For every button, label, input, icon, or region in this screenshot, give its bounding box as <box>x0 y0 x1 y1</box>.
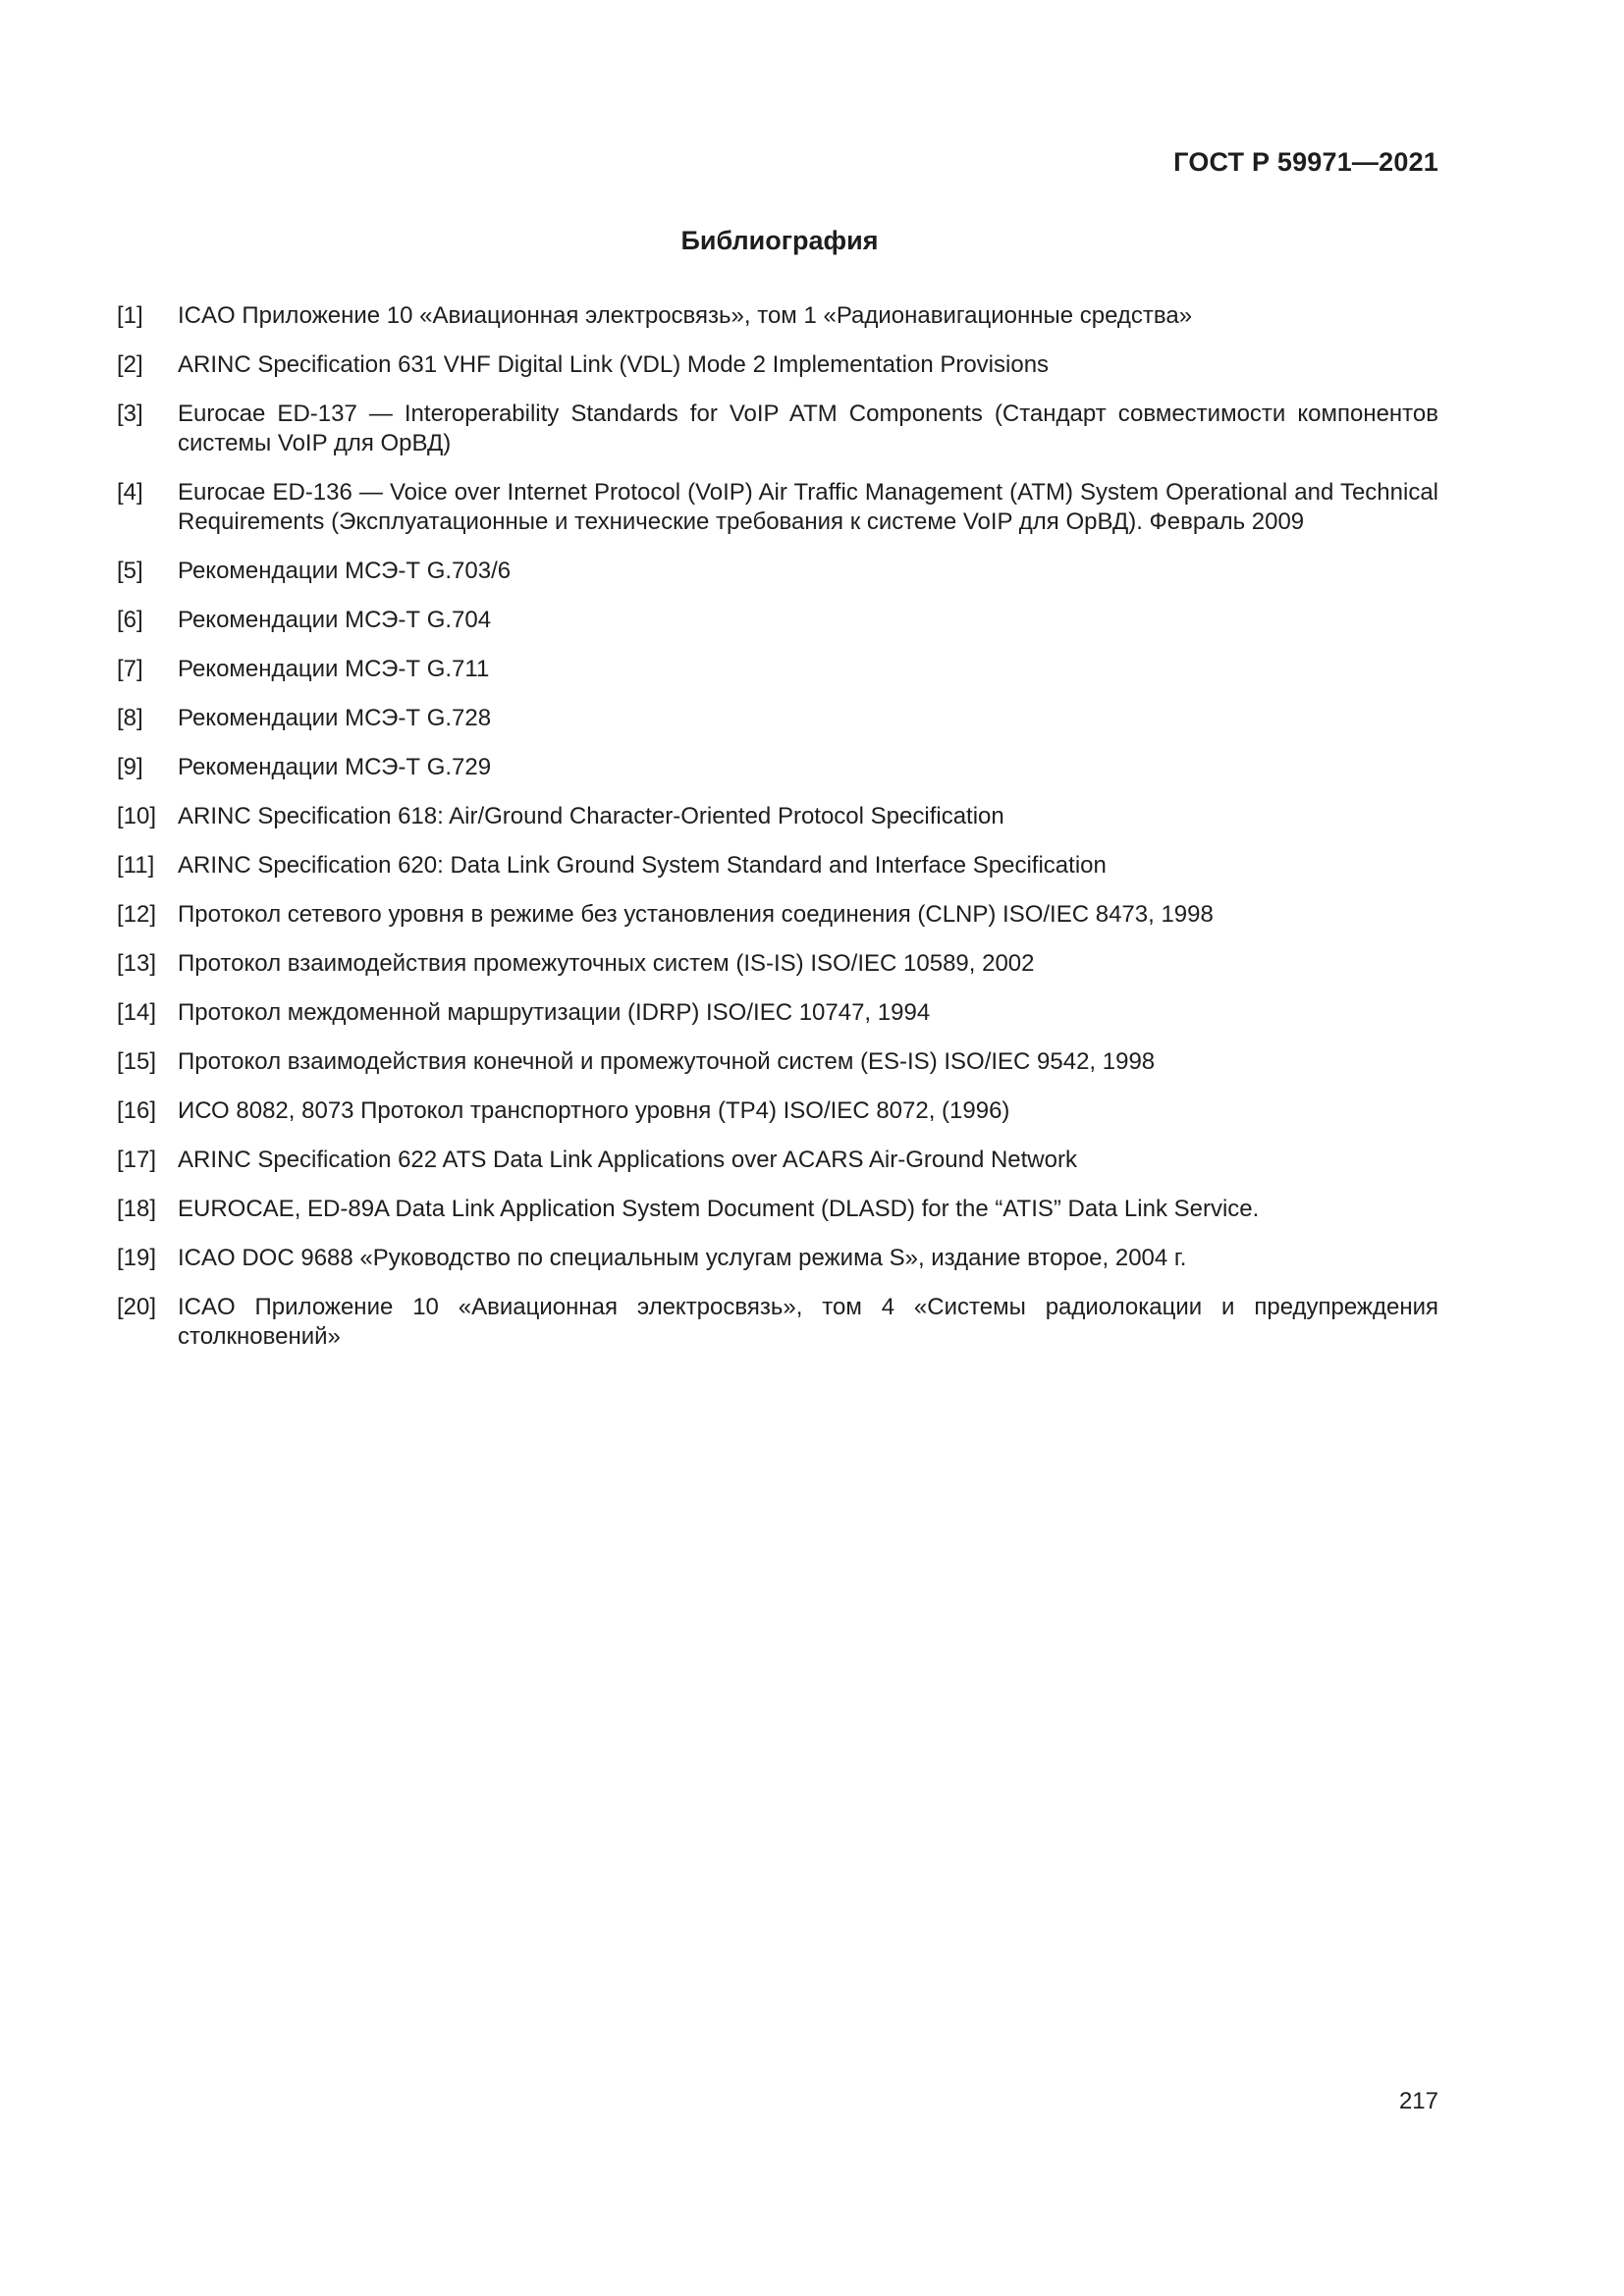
bibliography-entry <box>117 1195 1438 1224</box>
section-title: Библиография <box>680 226 879 255</box>
bibliography-entry <box>117 753 1438 782</box>
bibliography-entry <box>117 400 1438 458</box>
entry-number: [9] <box>117 754 143 780</box>
bibliography-entry <box>117 606 1438 635</box>
entry-text: Рекомендации МСЭ-Т G.704 <box>178 607 492 633</box>
entry-number: [12] <box>117 901 157 928</box>
bibliography-entry <box>117 1146 1438 1175</box>
entry-text: Рекомендации МСЭ-Т G.703/6 <box>178 558 512 584</box>
entry-number: [15] <box>117 1048 157 1075</box>
entry-number: [16] <box>117 1097 157 1124</box>
entry-text: ICAO Приложение 10 «Авиационная электросвязь», том 4 «Системы радиолокации и предупреждения столкновений» <box>178 1294 1438 1350</box>
entry-text: ICAO DOC 9688 «Руководство по специальным услугам режима S», издание второе, 2004 г. <box>178 1245 1187 1271</box>
entry-text: Протокол взаимодействия конечной и промежуточной систем (ES-IS) ISO/IEC 9542, 1998 <box>178 1048 1156 1075</box>
entry-text: Рекомендации МСЭ-Т G.729 <box>178 754 492 780</box>
entry-number: [1] <box>117 302 143 329</box>
bibliography-entry <box>117 704 1438 733</box>
entry-text: Рекомендации МСЭ-Т G.711 <box>178 656 490 682</box>
bibliography-entry <box>117 557 1438 586</box>
bibliography-entry <box>117 802 1438 831</box>
entry-text: ICAO Приложение 10 «Авиационная электросвязь», том 1 «Радионавигационные средства» <box>178 302 1193 329</box>
entry-text: ARINC Specification 618: Air/Ground Character-Oriented Protocol Specification <box>178 803 1004 829</box>
entry-number: [4] <box>117 479 143 506</box>
entry-number: [17] <box>117 1147 157 1173</box>
entry-text: Протокол междоменной маршрутизации (IDRP) ISO/IEC 10747, 1994 <box>178 999 931 1026</box>
entry-text: Протокол взаимодействия промежуточных систем (IS-IS) ISO/IEC 10589, 2002 <box>178 950 1035 977</box>
entry-number: [2] <box>117 351 143 378</box>
entry-text: ARINC Specification 622 ATS Data Link Applications over ACARS Air-Ground Network <box>178 1147 1077 1173</box>
bibliography-entry <box>117 900 1438 930</box>
bibliography-entry <box>117 350 1438 380</box>
bibliography-entry <box>117 851 1438 881</box>
bibliography-entry <box>117 478 1438 537</box>
entry-text: Eurocae ED-137 — Interoperability Standards for VoIP ATM Components (Стандарт совместимости компонентов системы VoIP для ОрВД) <box>178 400 1438 456</box>
bibliography-entry <box>117 998 1438 1028</box>
entry-number: [10] <box>117 803 157 829</box>
entry-text: Eurocae ED-136 — Voice over Internet Protocol (VoIP) Air Traffic Management (ATM) System Operational and Technical Requirements (Эксплуатационные и технические требования к системе VoIP для ОрВД). Февраль 2009 <box>178 479 1438 535</box>
bibliography-list <box>117 301 1438 1371</box>
entry-text: ARINC Specification 631 VHF Digital Link (VDL) Mode 2 Implementation Provisions <box>178 351 1050 378</box>
page-number: 217 <box>1398 2088 1438 2114</box>
entry-number: [5] <box>117 558 143 584</box>
entry-number: [18] <box>117 1196 157 1222</box>
bibliography-entry <box>117 301 1438 331</box>
entry-number: [14] <box>117 999 157 1026</box>
entry-text: ИСО 8082, 8073 Протокол транспортного уровня (ТР4) ISO/IEC 8072, (1996) <box>178 1097 1010 1124</box>
entry-number: [19] <box>117 1245 157 1271</box>
bibliography-entry <box>117 1293 1438 1352</box>
entry-number: [8] <box>117 705 143 731</box>
bibliography-entry <box>117 1047 1438 1077</box>
entry-number: [3] <box>117 400 143 427</box>
entry-text: Рекомендации МСЭ-Т G.728 <box>178 705 492 731</box>
bibliography-entry <box>117 1244 1438 1273</box>
entry-number: [7] <box>117 656 143 682</box>
bibliography-entry <box>117 655 1438 684</box>
document-code: ГОСТ Р 59971—2021 <box>1173 147 1438 177</box>
entry-number: [6] <box>117 607 143 633</box>
entry-text: ARINC Specification 620: Data Link Ground System Standard and Interface Specification <box>178 852 1107 879</box>
entry-text: Протокол сетевого уровня в режиме без установления соединения (CLNP) ISO/IEC 8473, 1998 <box>178 901 1214 928</box>
bibliography-entry <box>117 1096 1438 1126</box>
entry-number: [20] <box>117 1294 157 1320</box>
entry-text: EUROCAE, ED-89A Data Link Application System Document (DLASD) for the “ATIS” Data Link Service. <box>178 1196 1260 1222</box>
bibliography-entry <box>117 949 1438 979</box>
entry-number: [13] <box>117 950 157 977</box>
entry-number: [11] <box>117 852 155 879</box>
